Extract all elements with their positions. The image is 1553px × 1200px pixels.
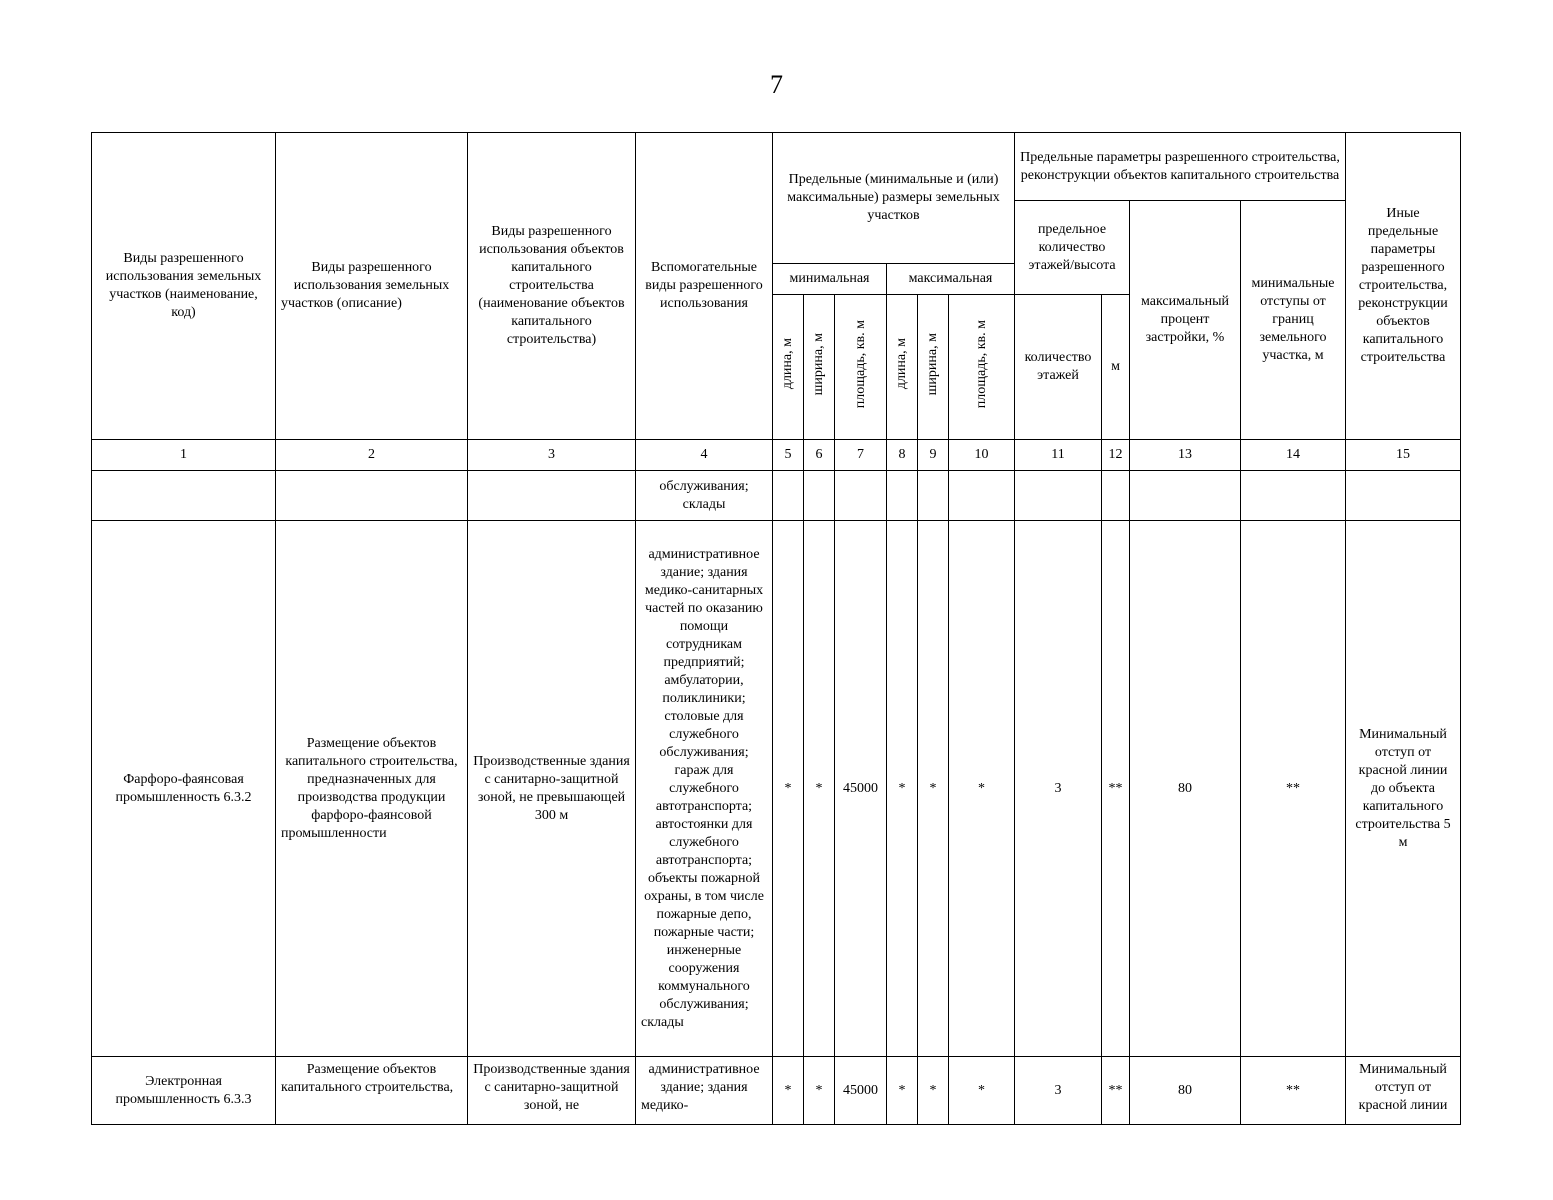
cell-description: Размещение объектов капитального строительства,	[276, 1057, 468, 1125]
column-number: 10	[949, 440, 1015, 471]
header-maximal: максимальная	[887, 264, 1015, 295]
cell-min-offsets	[1241, 471, 1346, 521]
cell-max-area: *	[949, 521, 1015, 1057]
cell-floors	[1015, 471, 1102, 521]
header-floors-height: предельное количество этажей/высота	[1015, 201, 1130, 295]
cell-height	[1102, 471, 1130, 521]
cell-objects: Производственные здания с санитарно-защитной зоной, не	[468, 1057, 636, 1125]
column-number: 6	[804, 440, 835, 471]
cell-max-area: *	[949, 1057, 1015, 1125]
cell-floors: 3	[1015, 1057, 1102, 1125]
header-col3: Виды разрешенного использования объектов капитального строительства (наименование объектов капитального строительства)	[468, 133, 636, 440]
header-col4: Вспомогательные виды разрешенного использования	[636, 133, 773, 440]
cell-height: **	[1102, 1057, 1130, 1125]
header-plot-sizes: Предельные (минимальные и (или) максимальные) размеры земельных участков	[773, 133, 1015, 264]
cell-objects: Производственные здания с санитарно-защитной зоной, не превышающей 300 м	[468, 521, 636, 1057]
cell-min-length: *	[773, 521, 804, 1057]
cell-auxiliary: обслуживания; склады	[636, 471, 773, 521]
page-number: 7	[770, 70, 783, 99]
cell-max-area	[949, 471, 1015, 521]
cell-floors: 3	[1015, 521, 1102, 1057]
header-minimal: минимальная	[773, 264, 887, 295]
cell-min-area: 45000	[835, 1057, 887, 1125]
cell-max-percent	[1130, 471, 1241, 521]
header-row-1	[92, 133, 1461, 201]
cell-min-width	[804, 471, 835, 521]
cell-land-use: Фарфоро-фаянсовая промышленность 6.3.2	[92, 521, 276, 1057]
cell-other-params: Минимальный отступ от красной линии до объекта капитального строительства 5 м	[1346, 521, 1461, 1057]
column-number: 5	[773, 440, 804, 471]
header-build-params: Предельные параметры разрешенного строительства, реконструкции объектов капитального строительства	[1015, 133, 1346, 201]
cell-land-use	[92, 471, 276, 521]
cell-other-params	[1346, 471, 1461, 521]
zoning-table	[91, 132, 1461, 1125]
table-row-continuation	[92, 471, 1461, 521]
cell-max-width	[918, 471, 949, 521]
cell-min-area	[835, 471, 887, 521]
header-max-area: площадь, кв. м	[949, 295, 1015, 440]
cell-other-params: Минимальный отступ от красной линии	[1346, 1057, 1461, 1125]
column-number: 14	[1241, 440, 1346, 471]
column-number: 2	[276, 440, 468, 471]
column-number: 7	[835, 440, 887, 471]
cell-description	[276, 471, 468, 521]
table-row-porcelain	[92, 521, 1461, 1057]
header-col1: Виды разрешенного использования земельных участков (наименование, код)	[92, 133, 276, 440]
cell-max-percent: 80	[1130, 521, 1241, 1057]
cell-max-percent: 80	[1130, 1057, 1241, 1125]
column-number-row	[92, 440, 1461, 471]
column-number: 4	[636, 440, 773, 471]
cell-max-width: *	[918, 521, 949, 1057]
cell-min-offsets: **	[1241, 1057, 1346, 1125]
header-max-length: длина, м	[887, 295, 918, 440]
cell-description: Размещение объектов капитального строительства, предназначенных для производства продукции фарфоро-фаянсовой промышленности	[276, 521, 468, 1057]
cell-max-length: *	[887, 521, 918, 1057]
column-number: 12	[1102, 440, 1130, 471]
header-max-width: ширина, м	[918, 295, 949, 440]
table-row-electronics	[92, 1057, 1461, 1125]
header-other-params: Иные предельные параметры разрешенного строительства, реконструкции объектов капитального строительства	[1346, 133, 1461, 440]
header-min-offsets: минимальные отступы от границ земельного участка, м	[1241, 201, 1346, 440]
column-number: 13	[1130, 440, 1241, 471]
cell-min-width: *	[804, 1057, 835, 1125]
cell-auxiliary: административное здание; здания медико-санитарных частей по оказанию помощи сотрудникам предприятий; амбулатории, поликлиники; столовые для служебного обслуживания; гараж для служебного автотранспорта; автостоянки для служебного автотранспорта; объекты пожарной охраны, в том числе пожарные депо, пожарные части; инженерные сооружения коммунального обслуживания; склады	[636, 521, 773, 1057]
header-meters: м	[1102, 295, 1130, 440]
cell-height: **	[1102, 521, 1130, 1057]
column-number: 15	[1346, 440, 1461, 471]
header-floors-count: количество этажей	[1015, 295, 1102, 440]
cell-min-length: *	[773, 1057, 804, 1125]
cell-min-width: *	[804, 521, 835, 1057]
header-max-percent: максимальный процент застройки, %	[1130, 201, 1241, 440]
column-number: 11	[1015, 440, 1102, 471]
cell-min-area: 45000	[835, 521, 887, 1057]
cell-objects	[468, 471, 636, 521]
cell-max-length	[887, 471, 918, 521]
header-min-width: ширина, м	[804, 295, 835, 440]
cell-min-offsets: **	[1241, 521, 1346, 1057]
cell-max-width: *	[918, 1057, 949, 1125]
header-min-length: длина, м	[773, 295, 804, 440]
cell-land-use: Электронная промышленность 6.3.3	[92, 1057, 276, 1125]
header-col2: Виды разрешенного использования земельных участков (описание)	[276, 133, 468, 440]
cell-min-length	[773, 471, 804, 521]
column-number: 9	[918, 440, 949, 471]
cell-auxiliary: административное здание; здания медико-	[636, 1057, 773, 1125]
cell-max-length: *	[887, 1057, 918, 1125]
column-number: 3	[468, 440, 636, 471]
column-number: 8	[887, 440, 918, 471]
column-number: 1	[92, 440, 276, 471]
header-min-area: площадь, кв. м	[835, 295, 887, 440]
